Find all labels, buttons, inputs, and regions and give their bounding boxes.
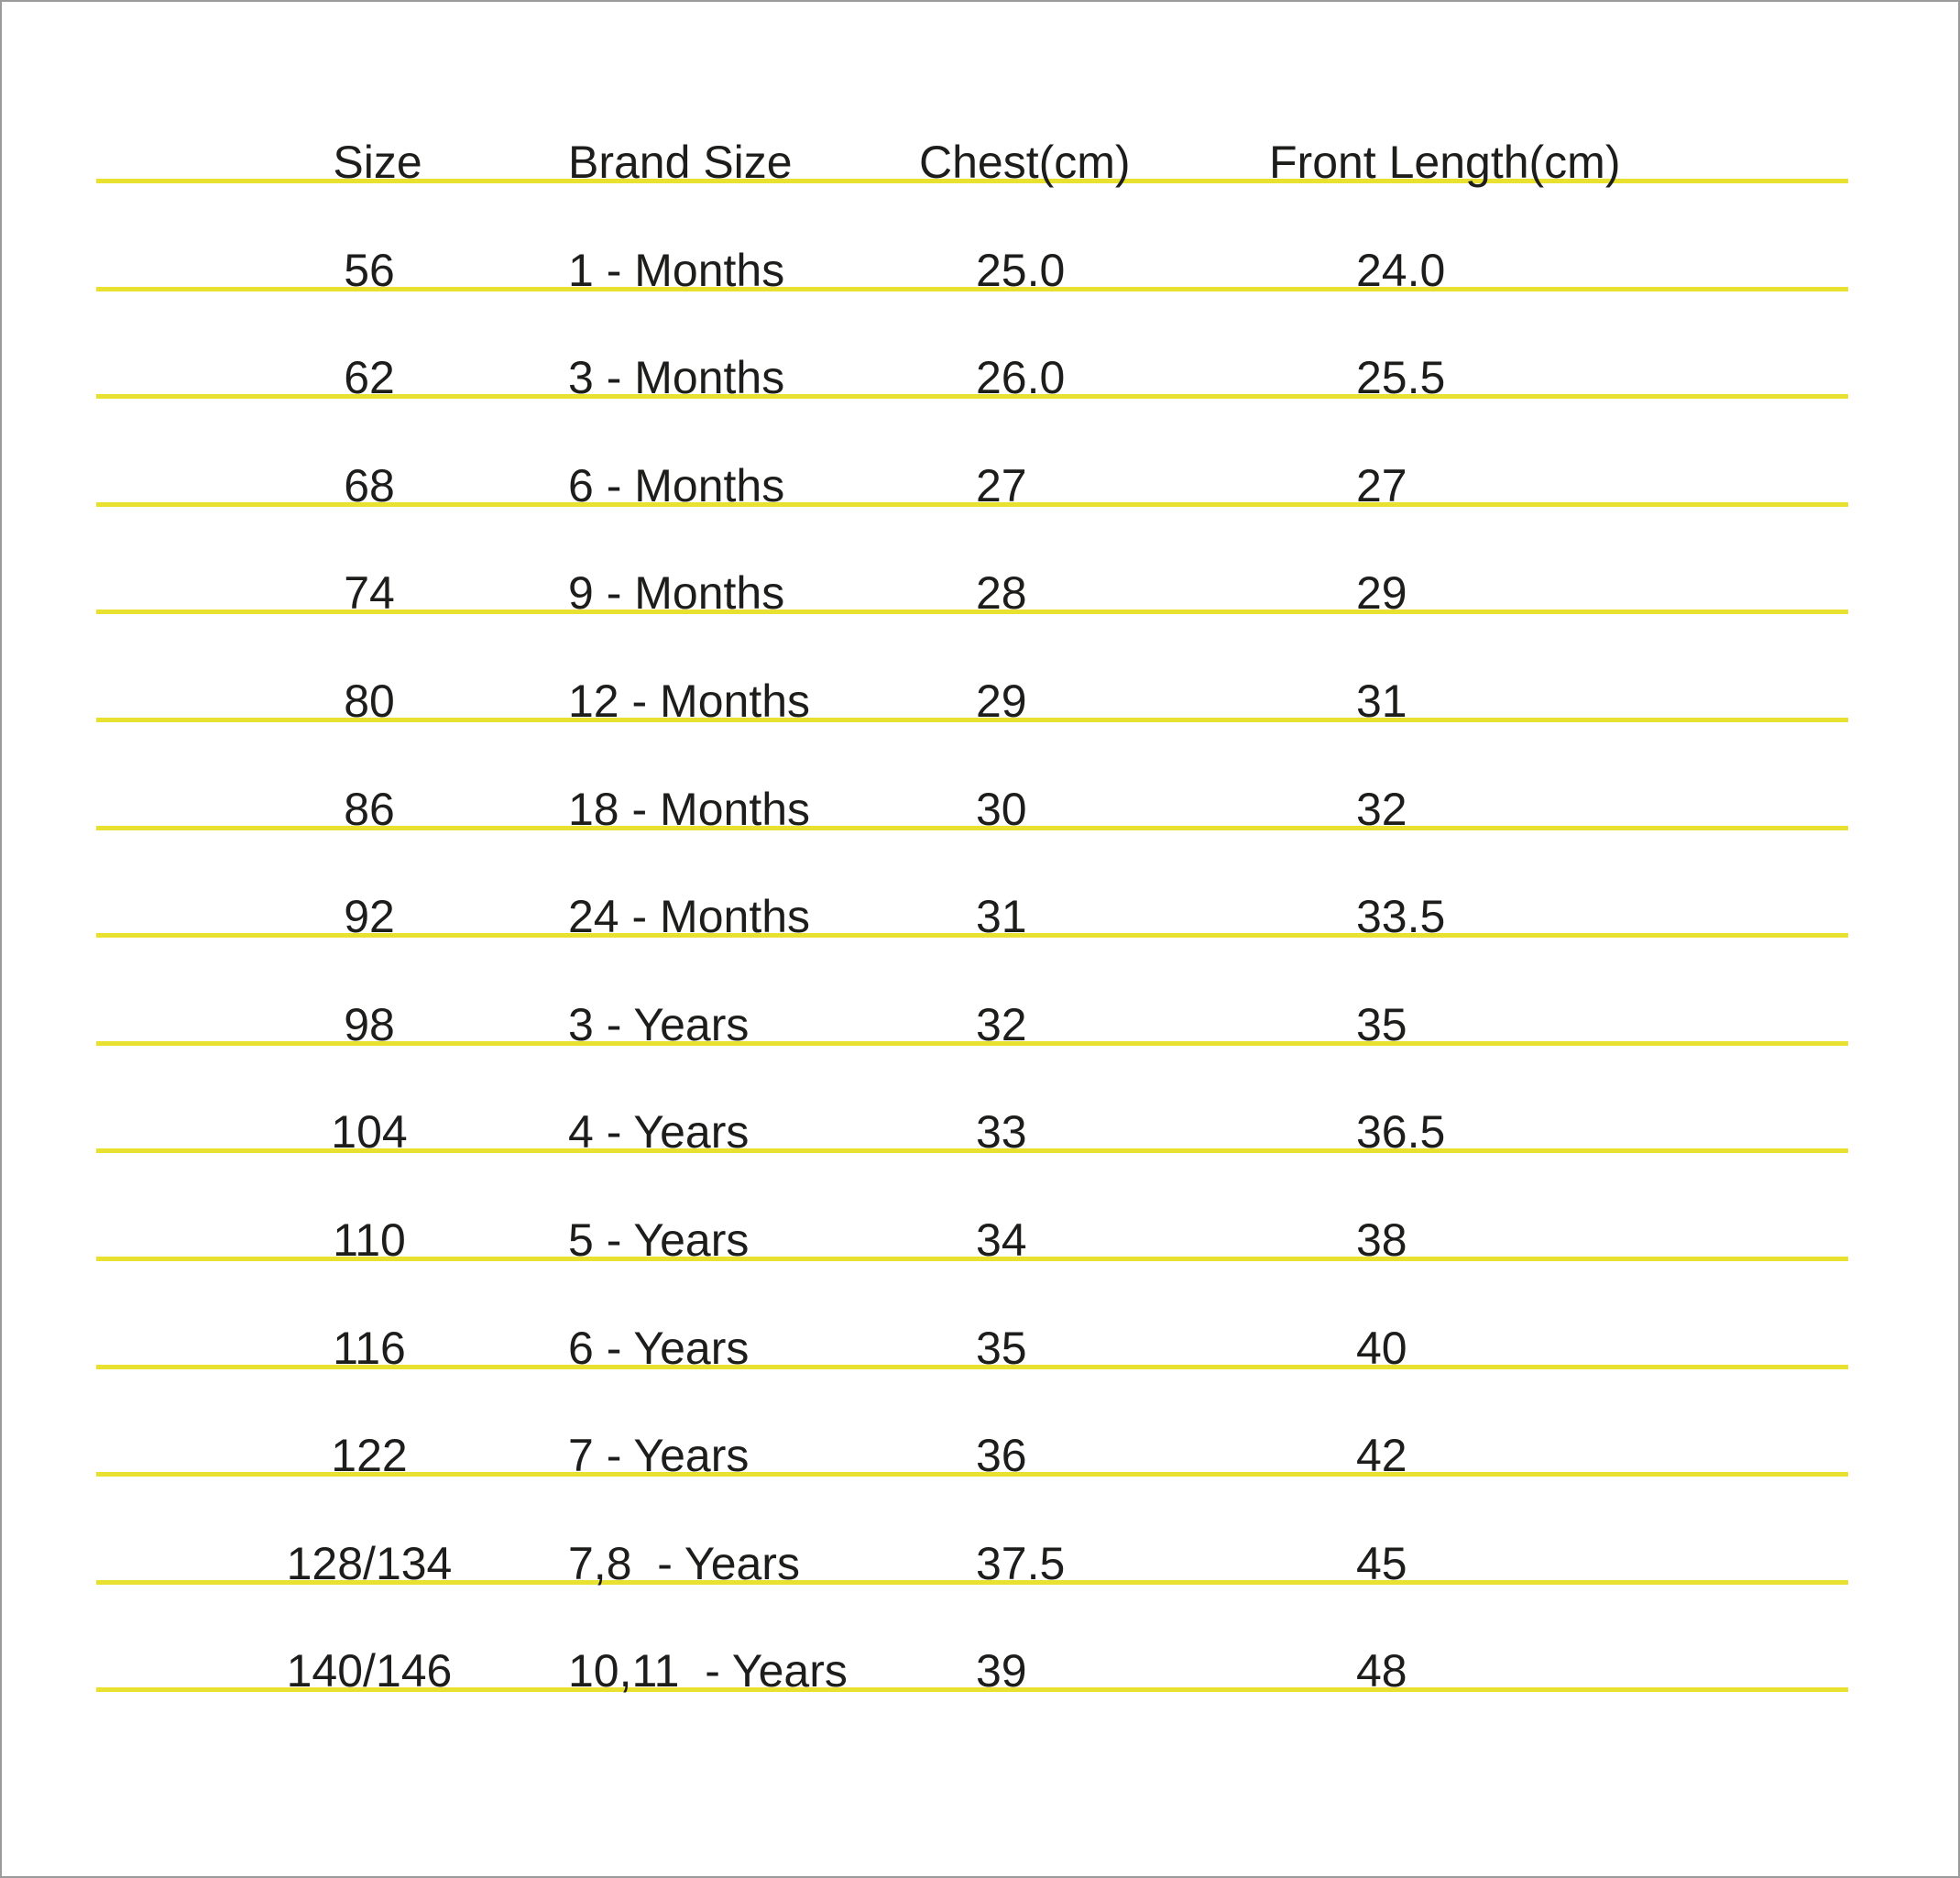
table-row <box>96 1369 1848 1482</box>
cell-front-length: 25.5 <box>1356 352 1446 404</box>
cell-front-length: 31 <box>1356 675 1407 727</box>
cell-chest: 31 <box>976 891 1027 943</box>
cell-front-length: 32 <box>1356 783 1407 835</box>
cell-chest: 36 <box>976 1430 1027 1482</box>
cell-size: 74 <box>344 567 395 620</box>
cell-brand-size: 4 - Years <box>568 1106 750 1159</box>
cell-front-length: 35 <box>1356 998 1407 1050</box>
cell-size: 110 <box>333 1214 406 1266</box>
cell-chest: 28 <box>976 567 1027 620</box>
cell-chest: 25.0 <box>976 244 1066 296</box>
column-header-brand-size: Brand Size <box>568 137 793 188</box>
cell-chest: 33 <box>976 1106 1027 1159</box>
cell-brand-size: 3 - Months <box>568 352 785 404</box>
cell-size: 140/146 <box>286 1645 453 1697</box>
cell-brand-size: 12 - Months <box>568 675 811 727</box>
table-row <box>96 614 1848 727</box>
table-row <box>96 1153 1848 1266</box>
cell-front-length: 27 <box>1356 459 1407 511</box>
table-row <box>96 1261 1848 1374</box>
cell-size: 104 <box>331 1106 408 1159</box>
cell-front-length: 45 <box>1356 1537 1407 1589</box>
cell-chest: 29 <box>976 675 1027 727</box>
cell-front-length: 42 <box>1356 1430 1407 1482</box>
cell-chest: 39 <box>976 1645 1027 1697</box>
cell-chest: 35 <box>976 1322 1027 1374</box>
column-header-size: Size <box>333 137 422 188</box>
cell-front-length: 24.0 <box>1356 244 1446 296</box>
column-header-front-length: Front Length(cm) <box>1269 137 1621 188</box>
cell-front-length: 40 <box>1356 1322 1407 1374</box>
cell-brand-size: 1 - Months <box>568 244 785 296</box>
table-row <box>96 507 1848 620</box>
cell-brand-size: 7,8 - Years <box>568 1537 800 1589</box>
cell-size: 86 <box>344 783 395 835</box>
table-row <box>96 1585 1848 1697</box>
cell-brand-size: 10,11 - Years <box>568 1645 848 1697</box>
cell-chest: 30 <box>976 783 1027 835</box>
cell-size: 122 <box>331 1430 408 1482</box>
cell-size: 116 <box>333 1322 406 1374</box>
cell-chest: 32 <box>976 998 1027 1050</box>
cell-size: 92 <box>344 891 395 943</box>
cell-size: 98 <box>344 998 395 1050</box>
table-row <box>96 183 1848 296</box>
column-header-chest: Chest(cm) <box>919 137 1131 188</box>
cell-brand-size: 5 - Years <box>568 1214 750 1266</box>
cell-chest: 37.5 <box>976 1537 1066 1589</box>
table-header-row <box>96 2 1848 188</box>
cell-brand-size: 6 - Months <box>568 459 785 511</box>
cell-chest: 34 <box>976 1214 1027 1266</box>
cell-brand-size: 18 - Months <box>568 783 811 835</box>
cell-brand-size: 24 - Months <box>568 891 811 943</box>
table-row <box>96 938 1848 1050</box>
cell-brand-size: 6 - Years <box>568 1322 750 1374</box>
cell-size: 80 <box>344 675 395 727</box>
table-row <box>96 291 1848 404</box>
table-row <box>96 1477 1848 1589</box>
cell-front-length: 38 <box>1356 1214 1407 1266</box>
table-row <box>96 830 1848 943</box>
size-chart-table <box>96 2 1848 1697</box>
cell-front-length: 48 <box>1356 1645 1407 1697</box>
cell-size: 128/134 <box>286 1537 453 1589</box>
cell-brand-size: 9 - Months <box>568 567 785 620</box>
cell-chest: 26.0 <box>976 352 1066 404</box>
table-body <box>96 183 1848 1697</box>
cell-front-length: 33.5 <box>1356 891 1446 943</box>
cell-front-length: 36.5 <box>1356 1106 1446 1159</box>
cell-front-length: 29 <box>1356 567 1407 620</box>
table-row <box>96 722 1848 835</box>
cell-chest: 27 <box>976 459 1027 511</box>
table-row <box>96 399 1848 511</box>
cell-size: 62 <box>344 352 395 404</box>
cell-brand-size: 7 - Years <box>568 1430 750 1482</box>
cell-size: 68 <box>344 459 395 511</box>
cell-size: 56 <box>344 244 395 296</box>
table-row <box>96 1046 1848 1159</box>
cell-brand-size: 3 - Years <box>568 998 750 1050</box>
